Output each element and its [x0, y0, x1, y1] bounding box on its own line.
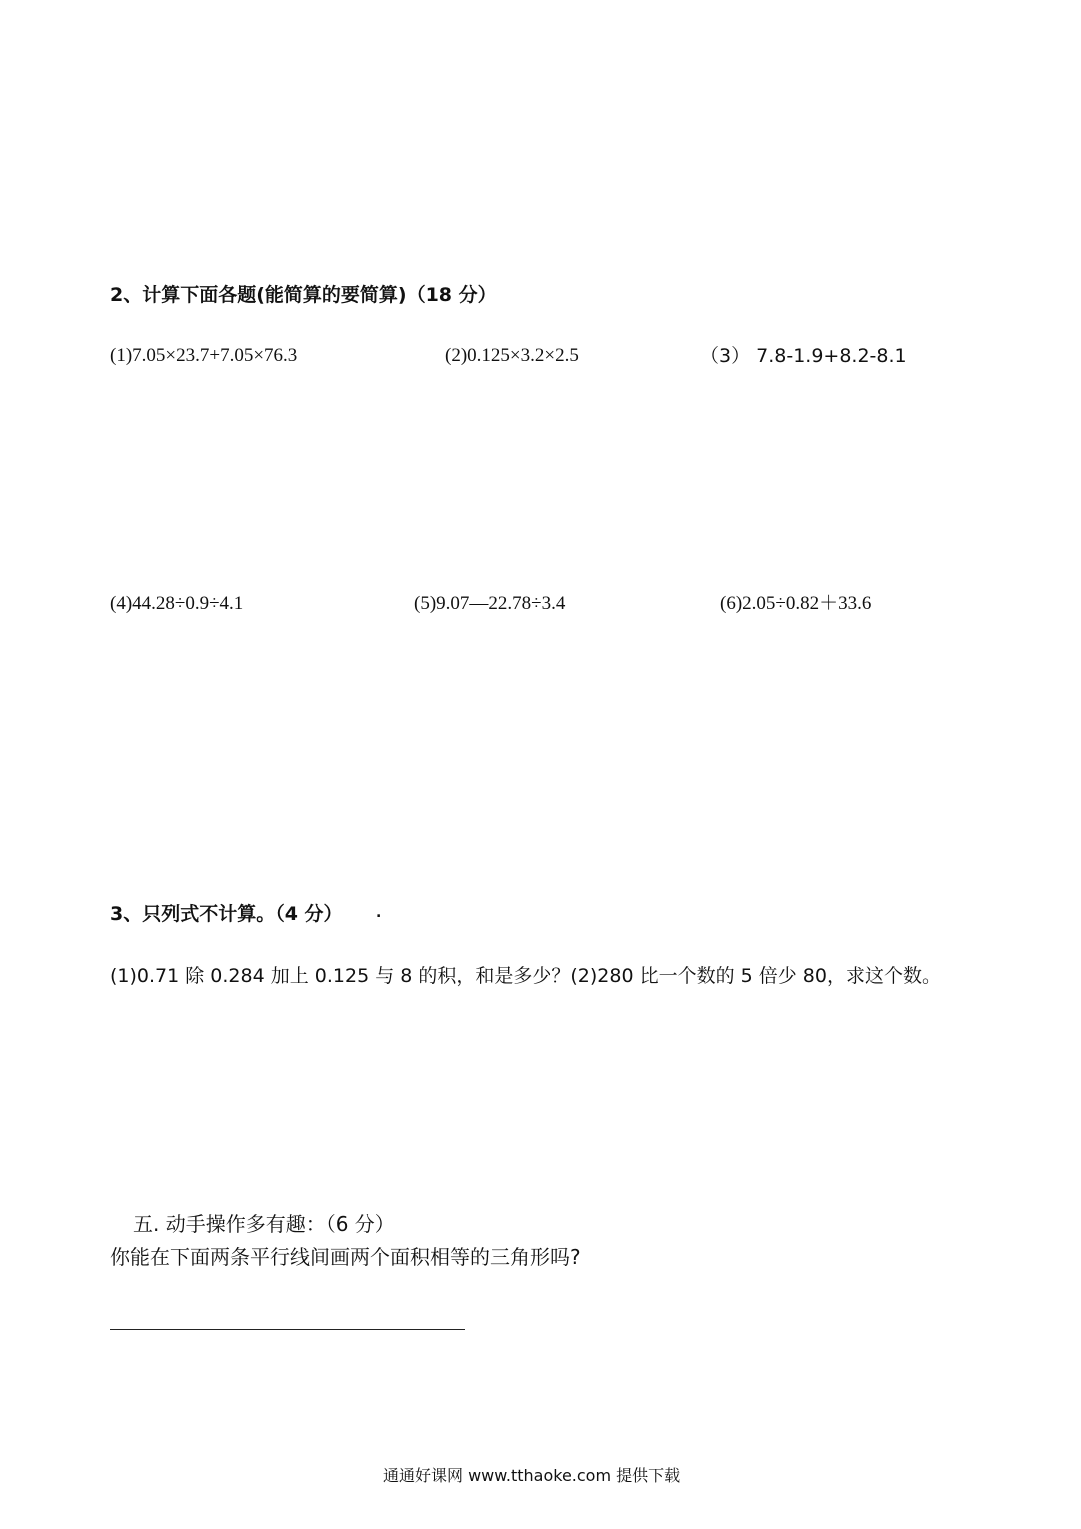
problem-4: (4)44.28÷0.9÷4.1	[110, 593, 244, 614]
section-3-question-line: (1)0.71 除 0.284 加上 0.125 与 8 的积，和是多少？(2)280 比一个数的 5 倍少 80，求这个数。	[110, 965, 941, 987]
problem-6: (6)2.05÷0.82＋33.6	[720, 593, 872, 614]
problem-2: (2)0.125×3.2×2.5	[445, 345, 579, 366]
section-2-heading: 2、计算下面各题(能简算的要简算)（18 分）	[110, 284, 497, 306]
problem-1: (1)7.05×23.7+7.05×76.3	[110, 345, 298, 366]
section-3-heading: 3、只列式不计算。（4 分）	[110, 903, 343, 925]
problem-3: （3） 7.8-1.9+8.2-8.1	[700, 345, 907, 367]
footer-download-text: 通通好课网 www.tthaoke.com 提供下载	[383, 1466, 681, 1485]
section-5-heading: 五. 动手操作多有趣：（6 分）	[133, 1212, 395, 1236]
section-3-trailing-mark: .	[376, 905, 382, 921]
problem-5: (5)9.07—22.78÷3.4	[414, 593, 566, 614]
section-5-question: 你能在下面两条平行线间画两个面积相等的三角形吗?	[110, 1245, 581, 1269]
parallel-line-drawing-guide	[110, 1329, 465, 1330]
